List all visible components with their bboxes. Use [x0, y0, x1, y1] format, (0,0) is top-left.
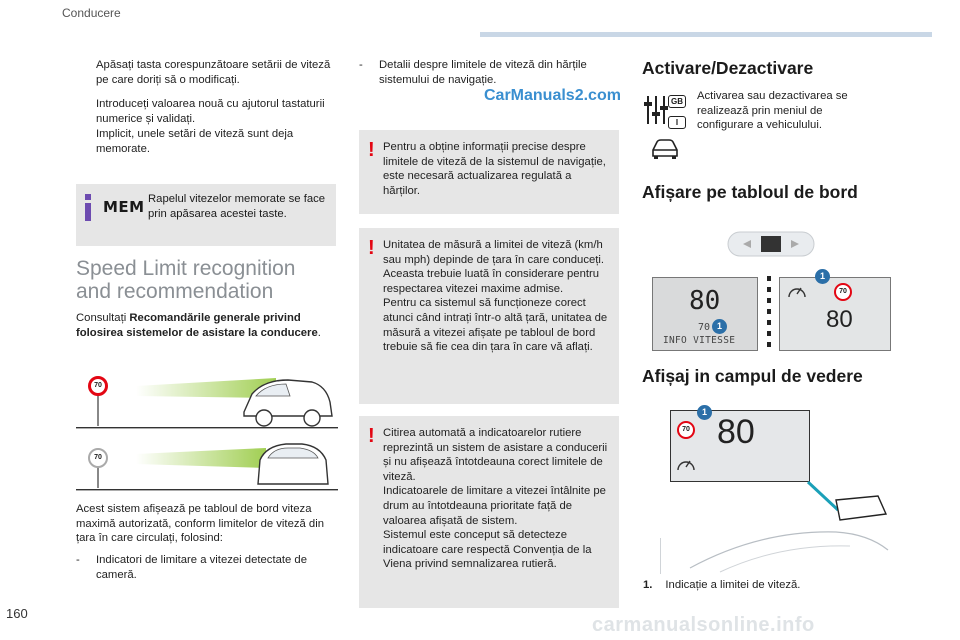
dash-item — [76, 553, 338, 582]
instrument-cluster-lcd-color — [779, 277, 891, 351]
callout-badge: 1 — [697, 405, 712, 420]
callout-badge: 1 — [712, 319, 727, 334]
info-icon — [85, 194, 91, 222]
dash-mark: - — [76, 554, 80, 566]
section-title-dashboard: Afișare pe tabloul de bord — [642, 182, 858, 202]
section-title-hud: Afișaj in campul de vedere — [642, 366, 863, 386]
warning-icon: ! — [368, 139, 375, 161]
consult-suffix: . — [317, 326, 321, 339]
instrument-cluster-lcd — [652, 277, 758, 351]
car-config-icon — [650, 138, 680, 160]
dash-item — [359, 58, 621, 87]
lcd-speed: 80 — [826, 306, 853, 333]
lcd-speed: 80 — [689, 286, 721, 316]
hud-projection-illustration — [660, 478, 892, 576]
section-title-speed-limit: Speed Limit recognition and recommendation — [76, 257, 296, 303]
warning-text: Citirea automată a indicatoarelor rutiere reprezintă un sistem de asistare a conducerii și nu afișează întotdeauna corect limitele de viteză. Indicatoarele de limitare a vitezei întâlnite pe drum au întotdeauna prioritate față de valoarea afișată de sistem. Sistemul este conceput să detecteze indicatoare care respectă Convenția de la Viena privind semnalizarea rutieră. — [383, 427, 608, 571]
settings-sliders-icon — [644, 94, 668, 126]
consult-prefix: Consultați — [76, 312, 130, 324]
warning-text: Unitatea de măsură a limitei de viteză (km/h sau mph) depinde de țara în care conduceți. Aceasta trebuie luată în considerare pentru respectarea vitezei maxime admise. Pentru ca sistemul să funcționeze corect atunci când intrați într-o altă țară, unitatea de măsură a vitezei afișate pe tabloul de bord trebuie să fie cea din țara în care vă aflați. — [383, 239, 608, 354]
lcd-limit-small: 70 — [698, 322, 711, 333]
legend-item — [643, 578, 903, 593]
warning-box — [359, 228, 619, 404]
info-badge: I — [668, 116, 686, 129]
watermark-top: CarManuals2.com — [484, 87, 621, 104]
system-description: Acest sistem afișează pe tabloul de bord viteza maximă autorizată, conform limitelor de viteză din țara în care circulați, folosind: — [76, 503, 325, 545]
consult-text — [76, 311, 338, 340]
bullet-text: Implicit, unele setări de viteză sunt deja memorate. — [96, 128, 294, 155]
mem-key-label: MEM — [103, 198, 145, 216]
dash-mark: - — [359, 59, 363, 71]
bullet-text: Introduceți valoarea nouă cu ajutorul tastaturii numerice și validați. — [96, 98, 325, 125]
callout-badge: 1 — [815, 269, 830, 284]
consult-link: Recomandările generale privind folosirea sistemelor de asistare la conducere — [76, 312, 318, 339]
lcd-label: INFO VITESSE — [663, 335, 736, 346]
info-box — [76, 184, 336, 246]
hud-display — [670, 410, 810, 482]
info-text: Rapelul vitezelor memorate se face prin apăsarea acestei taste. — [148, 193, 326, 220]
speed-sign-70: 70 — [88, 376, 108, 396]
speed-sign-70: 70 — [88, 448, 108, 468]
activation-text: Activarea sau dezactivarea se realizează prin meniul de configurare a vehiculului. — [697, 90, 848, 132]
gb-flag-badge: GB — [668, 95, 686, 108]
warning-box — [359, 416, 619, 608]
bullet-text: Apăsați tasta corespunzătoare setării de viteză pe care doriți să o modificați. — [96, 59, 331, 86]
legend-text: Indicație a limitei de viteză. — [665, 579, 801, 591]
divider-dashes — [767, 276, 771, 352]
bullet-item — [76, 127, 336, 156]
bullet-item — [76, 58, 336, 87]
section-title-activation: Activare/Dezactivare — [642, 58, 814, 78]
page-number: 160 — [6, 606, 28, 621]
steering-wheel-button — [727, 229, 815, 259]
legend-number: 1. — [643, 579, 653, 591]
speed-sign-70: 70 — [677, 421, 695, 439]
speedometer-icon — [786, 282, 808, 300]
bullet-item — [76, 97, 336, 126]
watermark-footer: carmanualsonline.info — [592, 614, 815, 636]
dash-text: Detalii despre limitele de viteză din hărțile sistemului de navigație. — [379, 59, 587, 86]
warning-text: Pentru a obține informații precise despre limitele de viteză de la sistemul de navigație, este necesară actualizarea regulată a hărților. — [383, 141, 606, 197]
section-header: Conducere — [62, 6, 121, 20]
speed-sign-70: 70 — [834, 283, 852, 301]
hud-speed: 80 — [717, 413, 755, 451]
header-bar — [480, 32, 932, 37]
speedometer-icon — [675, 455, 697, 473]
dash-text: Indicatori de limitare a vitezei detectate de cameră. — [96, 554, 307, 581]
warning-box — [359, 130, 619, 214]
car-illustration-front — [76, 366, 338, 432]
warning-icon: ! — [368, 237, 375, 259]
warning-icon: ! — [368, 425, 375, 447]
car-illustration-rear — [76, 438, 338, 496]
